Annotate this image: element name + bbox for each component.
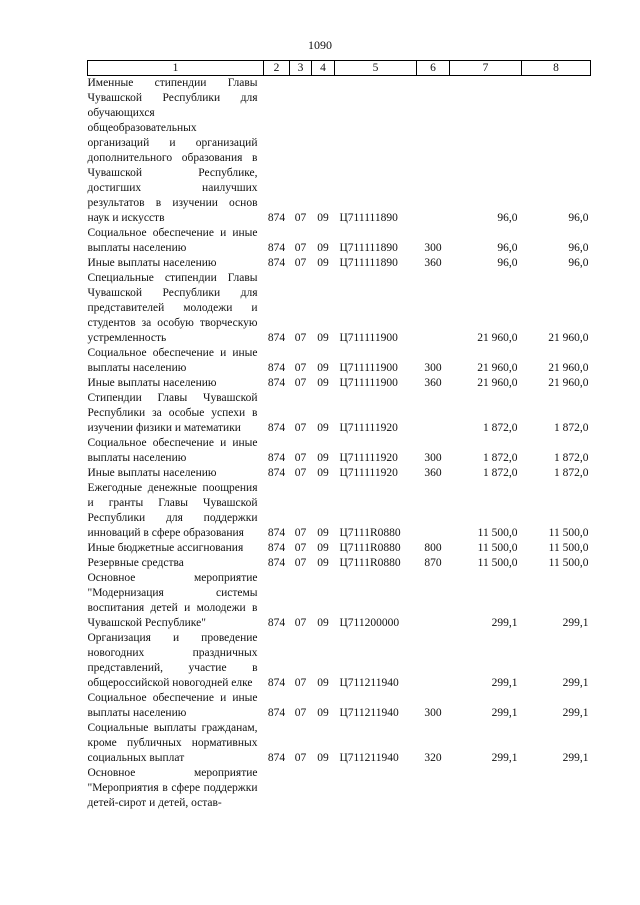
row-amount-col7: 21 960,0: [477, 332, 518, 344]
row-name: Иные выплаты населению: [87, 467, 217, 479]
row-admin-code: 874: [267, 527, 286, 539]
row-amount-col7: 11 500,0: [477, 557, 518, 569]
row-expense-type: 360: [424, 467, 442, 479]
table-row: [88, 466, 591, 481]
row-section: 07: [294, 452, 307, 464]
row-amount-col7: 299,1: [491, 707, 518, 719]
row-section: 07: [294, 362, 307, 374]
row-amount-col7: 96,0: [497, 257, 518, 269]
row-amount-col7: 299,1: [491, 617, 518, 629]
row-expense-type: [417, 271, 450, 346]
header-col-8: 8: [522, 61, 591, 76]
row-expense-type: [417, 76, 450, 227]
row-expense-type: 800: [424, 542, 442, 554]
row-amount-col8: 21 960,0: [548, 377, 589, 389]
row-amount-col7: 96,0: [497, 242, 518, 254]
row-amount-col7: 1 872,0: [483, 467, 518, 479]
row-target-article: Ц7111R0880: [339, 542, 401, 554]
row-expense-type: 870: [424, 557, 442, 569]
row-target-article: Ц711111920: [339, 467, 398, 479]
row-amount-col8: 96,0: [568, 242, 589, 254]
table-row: [88, 481, 591, 541]
row-name: Именные стипендии Главы Чувашской Республики для обучающихся общеобразовательных организаций и организаций дополнительного образования в Чувашской Республике, достигших наилучших результатов в изучении основ наук и искусств: [87, 77, 258, 224]
row-amount-col7: 21 960,0: [477, 377, 518, 389]
row-subsection: 09: [317, 212, 329, 224]
row-admin-code: 874: [267, 542, 286, 554]
row-name: Ежегодные денежные поощрения и гранты Главы Чувашской Республики для поддержки инноваций в сфере образования: [87, 482, 258, 539]
row-amount-col8: 299,1: [562, 617, 589, 629]
page-number: 1090: [308, 38, 332, 52]
row-section: 07: [294, 377, 307, 389]
row-admin-code: 874: [267, 422, 286, 434]
row-name: Иные бюджетные ассигнования: [87, 542, 244, 554]
row-section: 07: [294, 707, 307, 719]
row-subsection: [312, 766, 335, 811]
row-admin-code: 874: [267, 362, 286, 374]
row-expense-type: 320: [424, 752, 442, 764]
row-target-article: [335, 766, 417, 811]
row-section: 07: [294, 332, 307, 344]
row-target-article: Ц711200000: [339, 617, 400, 629]
row-subsection: 09: [317, 422, 329, 434]
row-amount-col7: 11 500,0: [477, 542, 518, 554]
row-section: 07: [294, 527, 307, 539]
row-amount-col8: 96,0: [568, 257, 589, 269]
row-amount-col8: [522, 766, 591, 811]
header-col-7: 7: [450, 61, 522, 76]
row-expense-type: [417, 481, 450, 541]
row-amount-col8: 21 960,0: [548, 362, 589, 374]
row-amount-col8: 1 872,0: [554, 422, 589, 434]
row-subsection: 09: [317, 542, 329, 554]
row-subsection: 09: [317, 752, 329, 764]
table-row: [88, 571, 591, 631]
row-amount-col7: 21 960,0: [477, 362, 518, 374]
row-name: Социальное обеспечение и иные выплаты населению: [87, 227, 258, 254]
row-expense-type: 300: [424, 452, 442, 464]
header-col-3: 3: [290, 61, 312, 76]
row-expense-type: 360: [424, 377, 442, 389]
row-target-article: Ц711111900: [339, 332, 398, 344]
row-subsection: 09: [317, 677, 329, 689]
row-name: Основное мероприятие "Мероприятия в сфере поддержки детей-сирот и детей, остав-: [87, 767, 258, 809]
row-subsection: 09: [317, 257, 329, 269]
row-amount-col8: 21 960,0: [548, 332, 589, 344]
row-admin-code: 874: [267, 557, 286, 569]
row-section: 07: [294, 257, 307, 269]
row-amount-col8: 11 500,0: [548, 542, 589, 554]
header-col-4: 4: [312, 61, 335, 76]
row-target-article: Ц7111R0880: [339, 527, 401, 539]
row-target-article: Ц711111900: [339, 362, 398, 374]
row-name: Социальное обеспечение и иные выплаты населению: [87, 347, 258, 374]
row-subsection: 09: [317, 527, 329, 539]
row-expense-type: 300: [424, 707, 442, 719]
row-amount-col8: 11 500,0: [548, 557, 589, 569]
header-col-2: 2: [264, 61, 290, 76]
row-expense-type: [417, 766, 450, 811]
row-expense-type: 300: [424, 242, 442, 254]
row-admin-code: 874: [267, 332, 286, 344]
row-amount-col8: 1 872,0: [554, 467, 589, 479]
row-subsection: 09: [317, 617, 329, 629]
row-subsection: 09: [317, 362, 329, 374]
row-expense-type: [417, 631, 450, 691]
table-row: [88, 691, 591, 721]
budget-table: [87, 60, 591, 811]
row-admin-code: 874: [267, 452, 286, 464]
row-section: 07: [294, 542, 307, 554]
table-row: [88, 226, 591, 256]
row-admin-code: 874: [267, 677, 286, 689]
row-subsection: 09: [317, 332, 329, 344]
table-row: [88, 256, 591, 271]
row-section: 07: [294, 617, 307, 629]
row-amount-col8: 11 500,0: [548, 527, 589, 539]
table-row: [88, 721, 591, 766]
row-admin-code: 874: [267, 467, 286, 479]
row-admin-code: 874: [267, 377, 286, 389]
table-row: [88, 76, 591, 227]
row-name: Основное мероприятие "Модернизация системы воспитания детей и молодежи в Чувашской Республике": [87, 572, 258, 629]
table-row: [88, 436, 591, 466]
row-name: Иные выплаты населению: [87, 257, 217, 269]
row-amount-col8: 299,1: [562, 707, 589, 719]
row-amount-col7: 299,1: [491, 677, 518, 689]
row-amount-col8: 299,1: [562, 677, 589, 689]
row-name: Иные выплаты населению: [87, 377, 217, 389]
table-row: [88, 391, 591, 436]
row-subsection: 09: [317, 377, 329, 389]
row-amount-col7: 1 872,0: [483, 452, 518, 464]
row-expense-type: [417, 391, 450, 436]
row-name: Социальное обеспечение и иные выплаты населению: [87, 437, 258, 464]
table-row: [88, 766, 591, 811]
row-target-article: Ц711211940: [339, 752, 399, 764]
table-row: [88, 631, 591, 691]
row-target-article: Ц7111R0880: [339, 557, 401, 569]
table-row: [88, 346, 591, 376]
row-amount-col7: 299,1: [491, 752, 518, 764]
row-subsection: 09: [317, 557, 329, 569]
row-target-article: Ц711111900: [339, 377, 398, 389]
row-amount-col7: [450, 766, 522, 811]
row-target-article: Ц711211940: [339, 677, 399, 689]
row-name: Резервные средства: [87, 557, 184, 569]
row-expense-type: [417, 571, 450, 631]
row-amount-col8: 1 872,0: [554, 452, 589, 464]
row-name: Специальные стипендии Главы Чувашской Республики для представителей молодежи и студентов за особую творческую устремленность: [87, 272, 258, 344]
row-name: Стипендии Главы Чувашской Республики за особые успехи в изучении физики и математики: [87, 392, 258, 434]
row-admin-code: 874: [267, 617, 286, 629]
table-row: [88, 376, 591, 391]
table-header-row: [88, 61, 591, 76]
row-target-article: Ц711111890: [339, 257, 398, 269]
row-target-article: Ц711111920: [339, 422, 398, 434]
row-admin-code: 874: [267, 242, 286, 254]
row-subsection: 09: [317, 467, 329, 479]
row-admin-code: [264, 766, 290, 811]
row-amount-col7: 96,0: [497, 212, 518, 224]
header-col-1: 1: [88, 61, 264, 76]
row-subsection: 09: [317, 707, 329, 719]
row-section: 07: [294, 677, 307, 689]
row-target-article: Ц711111890: [339, 212, 398, 224]
row-section: 07: [294, 557, 307, 569]
row-admin-code: 874: [267, 707, 286, 719]
row-expense-type: 300: [424, 362, 442, 374]
row-target-article: Ц711211940: [339, 707, 399, 719]
row-section: 07: [294, 422, 307, 434]
row-amount-col7: 1 872,0: [483, 422, 518, 434]
table-body: [88, 76, 591, 812]
row-admin-code: 874: [267, 212, 286, 224]
row-amount-col8: 96,0: [568, 212, 589, 224]
row-amount-col7: 11 500,0: [477, 527, 518, 539]
row-target-article: Ц711111890: [339, 242, 398, 254]
row-section: [290, 766, 312, 811]
row-amount-col8: 299,1: [562, 752, 589, 764]
row-section: 07: [294, 242, 307, 254]
row-expense-type: 360: [424, 257, 442, 269]
row-name: Социальные выплаты гражданам, кроме публичных нормативных социальных выплат: [87, 722, 258, 764]
table-row: [88, 271, 591, 346]
table-row: [88, 556, 591, 571]
row-section: 07: [294, 467, 307, 479]
row-section: 07: [294, 752, 307, 764]
row-name: Организация и проведение новогодних праздничных представлений, участие в общероссийской новогодней елке: [87, 632, 258, 689]
row-admin-code: 874: [267, 257, 286, 269]
header-col-6: 6: [417, 61, 450, 76]
table-row: [88, 541, 591, 556]
header-col-5: 5: [335, 61, 417, 76]
row-subsection: 09: [317, 452, 329, 464]
row-section: 07: [294, 212, 307, 224]
row-subsection: 09: [317, 242, 329, 254]
row-name: Социальное обеспечение и иные выплаты населению: [87, 692, 258, 719]
row-admin-code: 874: [267, 752, 286, 764]
row-target-article: Ц711111920: [339, 452, 398, 464]
